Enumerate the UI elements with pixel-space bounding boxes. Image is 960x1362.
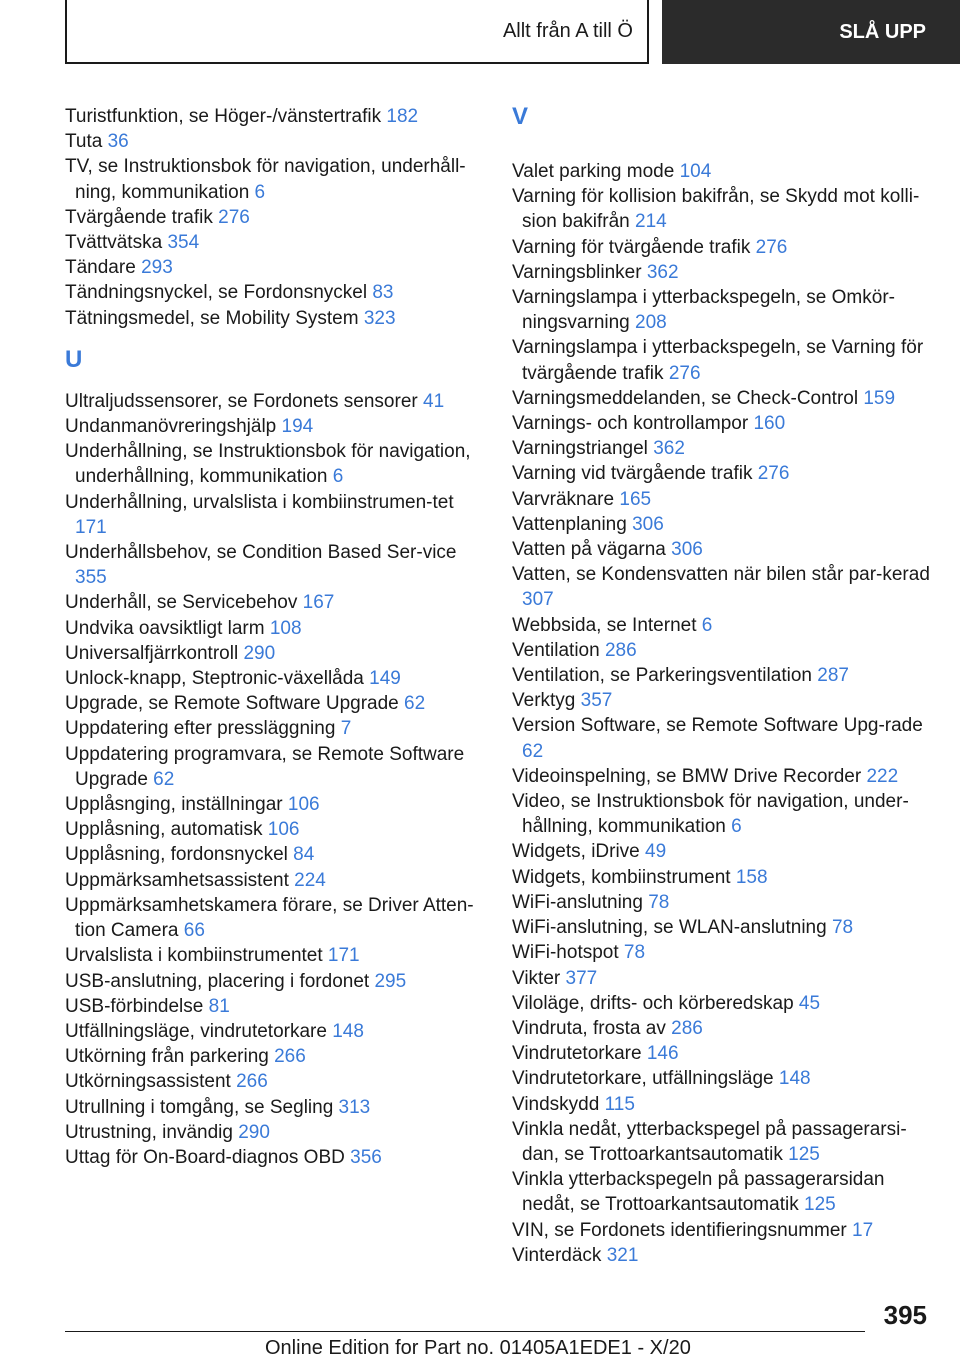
index-entry-text: Uttag för On-Board-diagnos OBD [65, 1146, 345, 1168]
index-entry-text: WiFi-anslutning, se WLAN-anslutning [512, 917, 827, 939]
index-entry [512, 436, 932, 461]
page-reference-link[interactable]: 222 [866, 765, 899, 787]
index-entry-text: Varningsblinker [512, 261, 642, 283]
index-entry-text: Tätningsmedel, se Mobility System [65, 307, 359, 329]
index-entry-text: Underhåll, se Servicebehov [65, 592, 298, 614]
index-entry-text: Utkörning från parkering [65, 1046, 269, 1068]
page-reference-link[interactable]: 287 [817, 665, 849, 687]
index-entry [512, 789, 932, 839]
page-reference-link[interactable]: 165 [619, 488, 652, 510]
page-reference-link[interactable]: 106 [287, 794, 320, 816]
index-entry [512, 1092, 932, 1117]
page-reference-link[interactable]: 78 [623, 942, 646, 964]
page-reference-link[interactable]: 159 [863, 387, 896, 409]
index-entry [65, 306, 485, 331]
index-entry [65, 104, 485, 129]
page-reference-link[interactable]: 106 [267, 819, 300, 841]
page-reference-link[interactable]: 6 [731, 816, 742, 838]
index-entry [65, 205, 485, 230]
index-entry [512, 1243, 932, 1268]
index-entry [512, 1041, 932, 1066]
index-entry [512, 487, 932, 512]
index-entry-text: Verktyg [512, 690, 576, 712]
index-entry-text: Upplåsning, automatisk [65, 819, 263, 841]
index-entry [65, 868, 485, 893]
entries-u [65, 389, 485, 1170]
page-reference-link[interactable]: 276 [757, 463, 790, 485]
index-entry [65, 792, 485, 817]
index-entry-text: USB-förbindelse [65, 995, 204, 1017]
index-entry-text: Upplåsning, fordonsnyckel [65, 844, 288, 866]
index-entry [512, 1117, 932, 1167]
index-entry [65, 716, 485, 741]
page-reference-link[interactable]: 81 [208, 995, 230, 1017]
index-entry-text: Version Software, se Remote Software Upg‐rade [512, 715, 923, 737]
page-reference-link[interactable]: 62 [522, 740, 544, 762]
page-reference-link[interactable]: 306 [671, 539, 703, 561]
page-reference-link[interactable]: 7 [340, 718, 352, 740]
page-reference-link[interactable]: 78 [831, 917, 854, 939]
letter-heading-v: V [512, 103, 529, 130]
index-entry-text: Uppmärksamhetskamera förare, se Driver Atten‐tion Camera [65, 894, 474, 942]
page-reference-link[interactable]: 149 [369, 668, 401, 690]
index-entry-text: Ventilation, se Parkeringsventilation [512, 665, 812, 687]
page-reference-link[interactable]: 377 [565, 967, 598, 989]
index-entry-text: Utfällningsläge, vindrutetorkare [65, 1020, 327, 1042]
page-reference-link[interactable]: 125 [788, 1143, 820, 1165]
index-entry [65, 817, 485, 842]
index-entry [65, 439, 485, 489]
page-reference-link[interactable]: 323 [363, 307, 396, 329]
index-entry [65, 1019, 485, 1044]
index-entry-text: Tvättvätska [65, 232, 163, 254]
page-reference-link[interactable]: 224 [294, 869, 326, 891]
index-entry-text: Varning för kollision bakifrån, se Skydd mot kolli‐sion bakifrån [512, 186, 920, 233]
tab-search-label: SLÅ UPP [839, 20, 926, 43]
index-entry-text: VIN, se Fordonets identifieringsnummer [512, 1219, 847, 1241]
entries-v [512, 159, 932, 1268]
index-entry [512, 461, 932, 486]
index-entry [512, 260, 932, 285]
index-entry [65, 842, 485, 867]
index-entry-text: Vinterdäck [512, 1244, 602, 1266]
index-entry-text: Tändare [65, 257, 136, 279]
page-reference-link[interactable]: 146 [646, 1043, 679, 1065]
index-entry [65, 280, 485, 305]
page-reference-link[interactable]: 356 [350, 1146, 382, 1168]
index-entry [512, 638, 932, 663]
index-entry-text: Utrustning, invändig [65, 1121, 233, 1143]
page-reference-link[interactable]: 286 [671, 1017, 703, 1039]
index-entry-text: Undanmanövreringshjälp [65, 416, 277, 438]
page-reference-link[interactable]: 49 [645, 841, 667, 863]
page-reference-link[interactable]: 158 [735, 866, 768, 888]
page-reference-link[interactable]: 36 [107, 131, 129, 153]
index-entry-text: Vinkla ytterbackspegeln på passagerarsidan nedåt, se Trottoarkantsautomatik [512, 1169, 885, 1216]
index-entry-text: Varning vid tvärgående trafik [512, 463, 753, 485]
index-entry [512, 940, 932, 965]
index-entry-text: Vindskydd [512, 1093, 600, 1115]
index-entry [65, 129, 485, 154]
page-reference-link[interactable]: 214 [635, 211, 667, 233]
page-reference-link[interactable]: 167 [302, 592, 335, 614]
index-entry [512, 1167, 932, 1217]
index-entry-text: Underhållning, urvalslista i kombiinstrumen‐tet [65, 491, 454, 513]
index-entry-text: Urvalslista i kombiinstrumentet [65, 945, 323, 967]
index-entry-text: Upplåsnging, inställningar [65, 794, 283, 816]
index-entry-text: Videoinspelning, se BMW Drive Recorder [512, 765, 862, 787]
page-reference-link[interactable]: 17 [852, 1219, 874, 1241]
tab-a-to-o[interactable] [65, 0, 649, 64]
index-entry [65, 641, 485, 666]
index-entry-text: Video, se Instruktionsbok för navigation, under‐hållning, kommunikation [512, 791, 909, 838]
index-entry-text: Tvärgående trafik [65, 206, 213, 228]
page-reference-link[interactable]: 108 [269, 617, 302, 639]
index-entry [65, 666, 485, 691]
index-entry-text: Uppmärksamhetsassistent [65, 869, 289, 891]
page-reference-link[interactable]: 276 [218, 206, 250, 228]
index-entry [65, 255, 485, 280]
index-entry [512, 890, 932, 915]
index-entry [65, 1095, 485, 1120]
index-entry-text: Ultraljudssensorer, se Fordonets sensorer [65, 390, 418, 412]
page-reference-link[interactable]: 290 [238, 1121, 270, 1143]
index-entry [65, 943, 485, 968]
page-reference-link[interactable]: 362 [653, 438, 685, 460]
index-entry [512, 613, 932, 638]
page-reference-link[interactable]: 45 [798, 992, 821, 1014]
page-reference-link[interactable]: 171 [327, 945, 360, 967]
letter-heading-u: U [65, 345, 83, 373]
tab-a-to-o-label: Allt från A till Ö [502, 19, 633, 42]
index-entry-text: Vattenplaning [512, 513, 627, 535]
index-entry-text: Undvika oavsiktligt larm [65, 617, 265, 639]
page-reference-link[interactable]: 306 [632, 513, 664, 535]
index-entry [65, 1069, 485, 1094]
page-reference-link[interactable]: 276 [668, 362, 701, 384]
index-entry [65, 691, 485, 716]
page-reference-link[interactable]: 104 [679, 161, 712, 182]
index-entry [512, 335, 932, 385]
index-entry-text: Utrullning i tomgång, se Segling [65, 1096, 334, 1118]
index-entry-text: Vatten, se Kondensvatten när bilen står par‐kerad [512, 564, 930, 586]
page-reference-link[interactable]: 355 [75, 567, 107, 589]
index-entry [512, 1016, 932, 1041]
index-entry-text: Vatten på vägarna [512, 539, 666, 561]
page-reference-link[interactable]: 6 [254, 181, 266, 203]
page-reference-link[interactable]: 313 [338, 1096, 371, 1118]
index-entry-text: Utkörningsassistent [65, 1071, 231, 1093]
index-entry-text: USB-anslutning, placering i fordonet [65, 970, 370, 992]
index-entry-text: WiFi-anslutning [512, 891, 643, 913]
index-entry [65, 742, 485, 792]
page-reference-link[interactable]: 83 [372, 282, 394, 304]
index-entry [65, 414, 485, 439]
index-entry-text: Tuta [65, 131, 103, 153]
index-entry-text: Turistfunktion, se Höger-/vänstertrafik [65, 106, 382, 127]
footer-edition: Online Edition for Part no. 01405A1EDE1 - X/20 [265, 1337, 691, 1359]
index-entry-text: Underhållning, se Instruktionsbok för navigation, underhållning, kommunikation [65, 441, 471, 488]
index-entry-text: Uppdatering efter pressläggning [65, 718, 336, 740]
page-reference-link[interactable]: 290 [243, 642, 276, 664]
page-reference-link[interactable]: 208 [635, 312, 667, 334]
page-reference-link[interactable]: 354 [167, 232, 200, 254]
page-reference-link[interactable]: 160 [753, 413, 786, 435]
index-entry [512, 764, 932, 789]
left-column [65, 104, 485, 1170]
page-reference-link[interactable]: 171 [75, 516, 107, 538]
index-entry-text: WiFi-hotspot [512, 942, 619, 964]
index-entry [512, 915, 932, 940]
index-entry [65, 1120, 485, 1145]
index-entry-text: Viloläge, drifts- och körberedskap [512, 992, 794, 1014]
footer-divider [65, 1331, 865, 1332]
page-reference-link[interactable]: 148 [778, 1068, 811, 1090]
right-column [512, 104, 932, 1268]
page-reference-link[interactable]: 41 [423, 390, 445, 412]
page-reference-link[interactable]: 307 [522, 589, 554, 611]
page-reference-link[interactable]: 125 [804, 1194, 836, 1216]
page-reference-link[interactable]: 148 [332, 1020, 364, 1042]
index-entry-text: Underhållsbehov, se Condition Based Ser‐vice [65, 542, 457, 564]
index-entry [65, 1044, 485, 1069]
index-entry-text: Upgrade, se Remote Software Upgrade [65, 693, 399, 715]
index-entry [512, 688, 932, 713]
page-reference-link[interactable]: 362 [646, 261, 679, 283]
index-entry [512, 1066, 932, 1091]
index-entry [512, 512, 932, 537]
index-entry [512, 839, 932, 864]
page-reference-link[interactable]: 6 [701, 614, 713, 636]
index-entry-text: Widgets, iDrive [512, 841, 640, 863]
page-reference-link[interactable]: 293 [141, 257, 173, 279]
page-reference-link[interactable]: 357 [580, 690, 613, 712]
index-entry-text: Vindrutetorkare, utfällningsläge [512, 1068, 774, 1090]
index-entry [512, 411, 932, 436]
page-reference-link[interactable]: 321 [606, 1244, 639, 1266]
index-entry-text: Unlock-knapp, Steptronic-växellåda [65, 668, 364, 690]
index-entry-text: Vinkla nedåt, ytterbackspegel på passagerarsi‐dan, se Trottoarkantsautomatik [512, 1118, 907, 1165]
index-entry [512, 713, 932, 763]
index-entry [512, 991, 932, 1016]
index-entry [65, 616, 485, 641]
index-entry-text: Varnings- och kontrollampor [512, 413, 749, 435]
page-reference-link[interactable]: 62 [153, 768, 175, 790]
index-entry-text: Vikter [512, 967, 561, 989]
index-entry [65, 1145, 485, 1170]
index-entry [65, 893, 485, 943]
index-entry-text: Vindrutetorkare [512, 1043, 642, 1065]
page-reference-link[interactable]: 286 [604, 639, 637, 661]
tab-search[interactable] [662, 0, 960, 64]
page-reference-link[interactable]: 266 [274, 1046, 306, 1068]
page-reference-link[interactable]: 295 [374, 970, 407, 992]
index-entry-text: Ventilation [512, 639, 600, 661]
index-entry [65, 490, 485, 540]
index-entry-text: Varningstriangel [512, 438, 648, 460]
index-entry-text: Valet parking mode [512, 161, 675, 182]
entries-t [65, 104, 485, 331]
page-number: 395 [883, 1300, 927, 1330]
page-reference-link[interactable]: 66 [183, 920, 205, 942]
index-entry-text: Varning för tvärgående trafik [512, 236, 751, 258]
index-entry-text: Vindruta, frosta av [512, 1017, 666, 1039]
index-entry [512, 159, 932, 184]
page-reference-link[interactable]: 266 [236, 1071, 268, 1093]
index-entry [65, 389, 485, 414]
index-entry [65, 590, 485, 615]
index-entry-text: Varvräknare [512, 488, 615, 510]
index-entry [512, 663, 932, 688]
index-entry-text: Webbsida, se Internet [512, 614, 697, 636]
page-reference-link[interactable]: 276 [755, 236, 788, 258]
index-entry [65, 969, 485, 994]
page-reference-link[interactable]: 182 [386, 106, 419, 127]
index-entry-text: Universalfjärrkontroll [65, 642, 239, 664]
index-entry [512, 235, 932, 260]
index-entry-text: Varningslampa i ytterbackspegeln, se Varning för tvärgående trafik [512, 337, 924, 384]
page-reference-link[interactable]: 194 [281, 416, 314, 438]
index-entry-text: Varningslampa i ytterbackspegeln, se Omkör‐ningsvarning [512, 287, 895, 334]
index-entry-text: Uppdatering programvara, se Remote Software Upgrade [65, 743, 465, 790]
index-entry-text: Tändningsnyckel, se Fordonsnyckel [65, 282, 368, 304]
index-entry [512, 386, 932, 411]
index-entry [65, 540, 485, 590]
index-entry [512, 184, 932, 234]
page-reference-link[interactable]: 115 [604, 1093, 635, 1115]
index-entry [65, 154, 485, 204]
index-entry [65, 230, 485, 255]
index-entry [512, 966, 932, 991]
index-entry [512, 865, 932, 890]
page-reference-link[interactable]: 84 [293, 844, 315, 866]
index-entry [512, 1218, 932, 1243]
page-reference-link[interactable]: 78 [648, 891, 670, 913]
index-entry-text: Widgets, kombiinstrument [512, 866, 731, 888]
index-entry-text: Varningsmeddelanden, se Check-Control [512, 387, 859, 409]
index-entry [65, 994, 485, 1019]
index-entry [512, 562, 932, 612]
index-entry-text: TV, se Instruktionsbok för navigation, underhåll‐ning, kommunikation [65, 156, 466, 203]
page-reference-link[interactable]: 62 [404, 693, 426, 715]
index-entry [512, 537, 932, 562]
page-reference-link[interactable]: 6 [332, 466, 344, 488]
index-entry [512, 285, 932, 335]
